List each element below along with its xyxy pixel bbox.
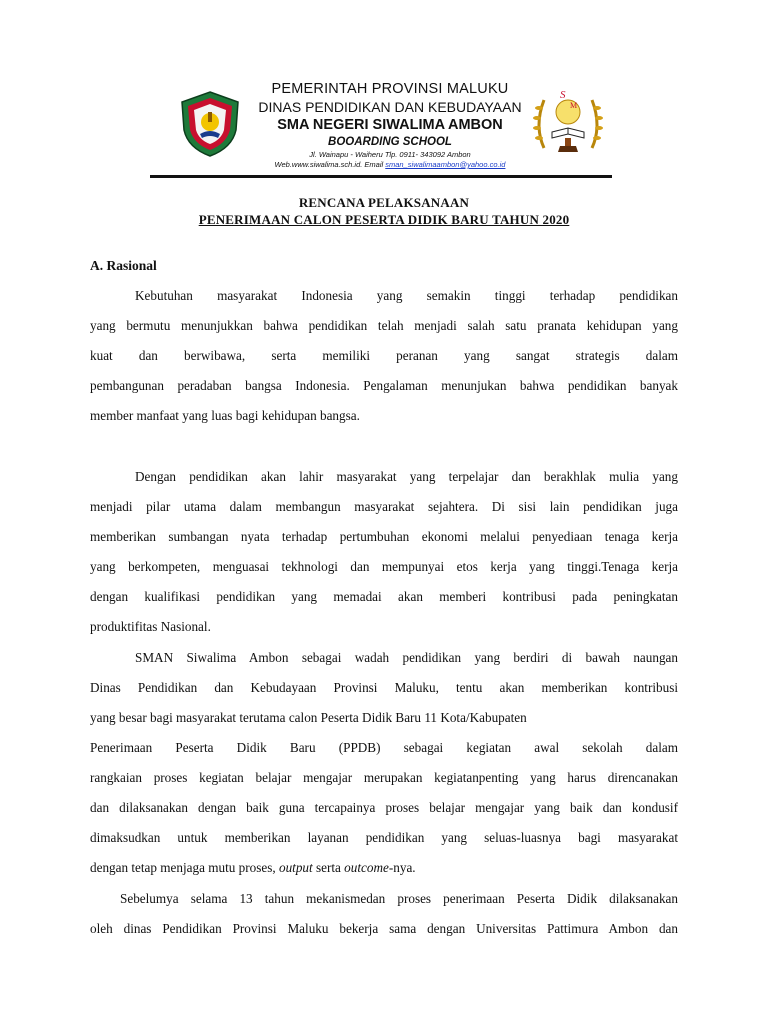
body-line: yang besar bagi masyarakat terutama calon Peserta Didik Baru 11 Kota/Kabupaten <box>90 710 527 725</box>
body-line: oleh dinas Pendidikan Provinsi Maluku bekerja sama dengan Universitas Pattimura Ambon dan <box>90 921 678 936</box>
body-line: Dengan pendidikan akan lahir masyarakat yang terpelajar dan berakhlak mulia yang <box>135 469 678 484</box>
svg-text:S: S <box>560 89 566 101</box>
body-line <box>90 860 678 876</box>
school-address: Jl. Wainapu - Waiheru Tlp. 0911- 343092 Ambon <box>309 150 471 159</box>
body-line: memberikan sumbangan nyata terhadap pertumbuhan ekonomi melalui penyediaan tenaga kerja <box>90 529 678 544</box>
body-text: -nya. <box>388 860 416 875</box>
body-line: kuat dan berwibawa, serta memiliki peranan yang sangat strategis dalam <box>90 348 678 363</box>
body-line: dan dilaksanakan dengan baik guna tercapainya proses belajar mengajar yang baik dan kondusif <box>90 800 678 815</box>
body-line: yang bermutu menunjukkan bahwa pendidikan telah menjadi salah satu pranata kehidupan yang <box>90 318 678 333</box>
body-line: Kebutuhan masyarakat Indonesia yang semakin tinggi terhadap pendidikan <box>135 288 678 303</box>
school-crest-logo <box>530 82 606 158</box>
school-program: BOOARDING SCHOOL <box>328 136 452 148</box>
body-line: Penerimaan Peserta Didik Baru (PPDB) sebagai kegiatan awal sekolah dalam <box>90 740 678 755</box>
body-line: member manfaat yang luas bagi kehidupan bangsa. <box>90 408 360 423</box>
svg-text:M: M <box>570 101 578 110</box>
website-text: Web.www.siwalima.sch.id. Email <box>274 160 386 169</box>
body-line: Dinas Pendidikan dan Kebudayaan Provinsi Maluku, tentu akan memberikan kontribusi <box>90 680 678 695</box>
document-title: RENCANA PELAKSANAAN <box>298 195 470 210</box>
document-subtitle: PENERIMAAN CALON PESERTA DIDIK BARU TAHUN 2020 <box>198 212 570 227</box>
letterhead-text <box>240 80 540 170</box>
italic-term: output <box>278 860 313 875</box>
school-contact <box>240 160 540 170</box>
body-line: rangkaian proses kegiatan belajar mengajar merupakan kegiatanpenting yang harus direncanakan <box>90 770 678 785</box>
body-line: SMAN Siwalima Ambon sebagai wadah pendidikan yang berdiri di bawah naungan <box>135 650 678 665</box>
email-link[interactable]: sman_siwalimaambon@yahoo.co.id <box>385 160 506 169</box>
body-line: dengan kualifikasi pendidikan yang memadai akan memberi kontribusi pada peningkatan <box>90 589 678 604</box>
department-name: DINAS PENDIDIKAN DAN KEBUDAYAAN <box>258 99 522 115</box>
body-line: produktifitas Nasional. <box>90 619 211 634</box>
letterhead-divider <box>150 175 612 178</box>
letterhead <box>150 78 612 178</box>
body-text: serta <box>312 860 345 875</box>
body-line: dimaksudkan untuk memberikan layanan pendidikan yang seluas-luasnya bagi masyarakat <box>90 830 678 845</box>
body-line: Sebelumya selama 13 tahun mekanismedan proses penerimaan Peserta Didik dilaksanakan <box>120 891 678 906</box>
body-line: menjadi pilar utama dalam membangun masyarakat sejahtera. Di sisi lain pendidikan juga <box>90 499 678 514</box>
italic-term: outcome <box>344 860 389 875</box>
government-name: PEMERINTAH PROVINSI MALUKU <box>271 81 509 97</box>
section-heading: A. Rasional <box>90 258 157 273</box>
body-text: dengan tetap menjaga mutu proses, <box>90 860 279 875</box>
body-line: yang berkompeten, menguasai tekhnologi dan mempunyai etos kerja yang tinggi.Tenaga kerja <box>90 559 678 574</box>
province-emblem-logo <box>178 90 242 158</box>
body-line: pembangunan peradaban bangsa Indonesia. Pengalaman menunjukan bahwa pendidikan banyak <box>90 378 678 393</box>
school-name: SMA NEGERI SIWALIMA AMBON <box>277 117 503 133</box>
